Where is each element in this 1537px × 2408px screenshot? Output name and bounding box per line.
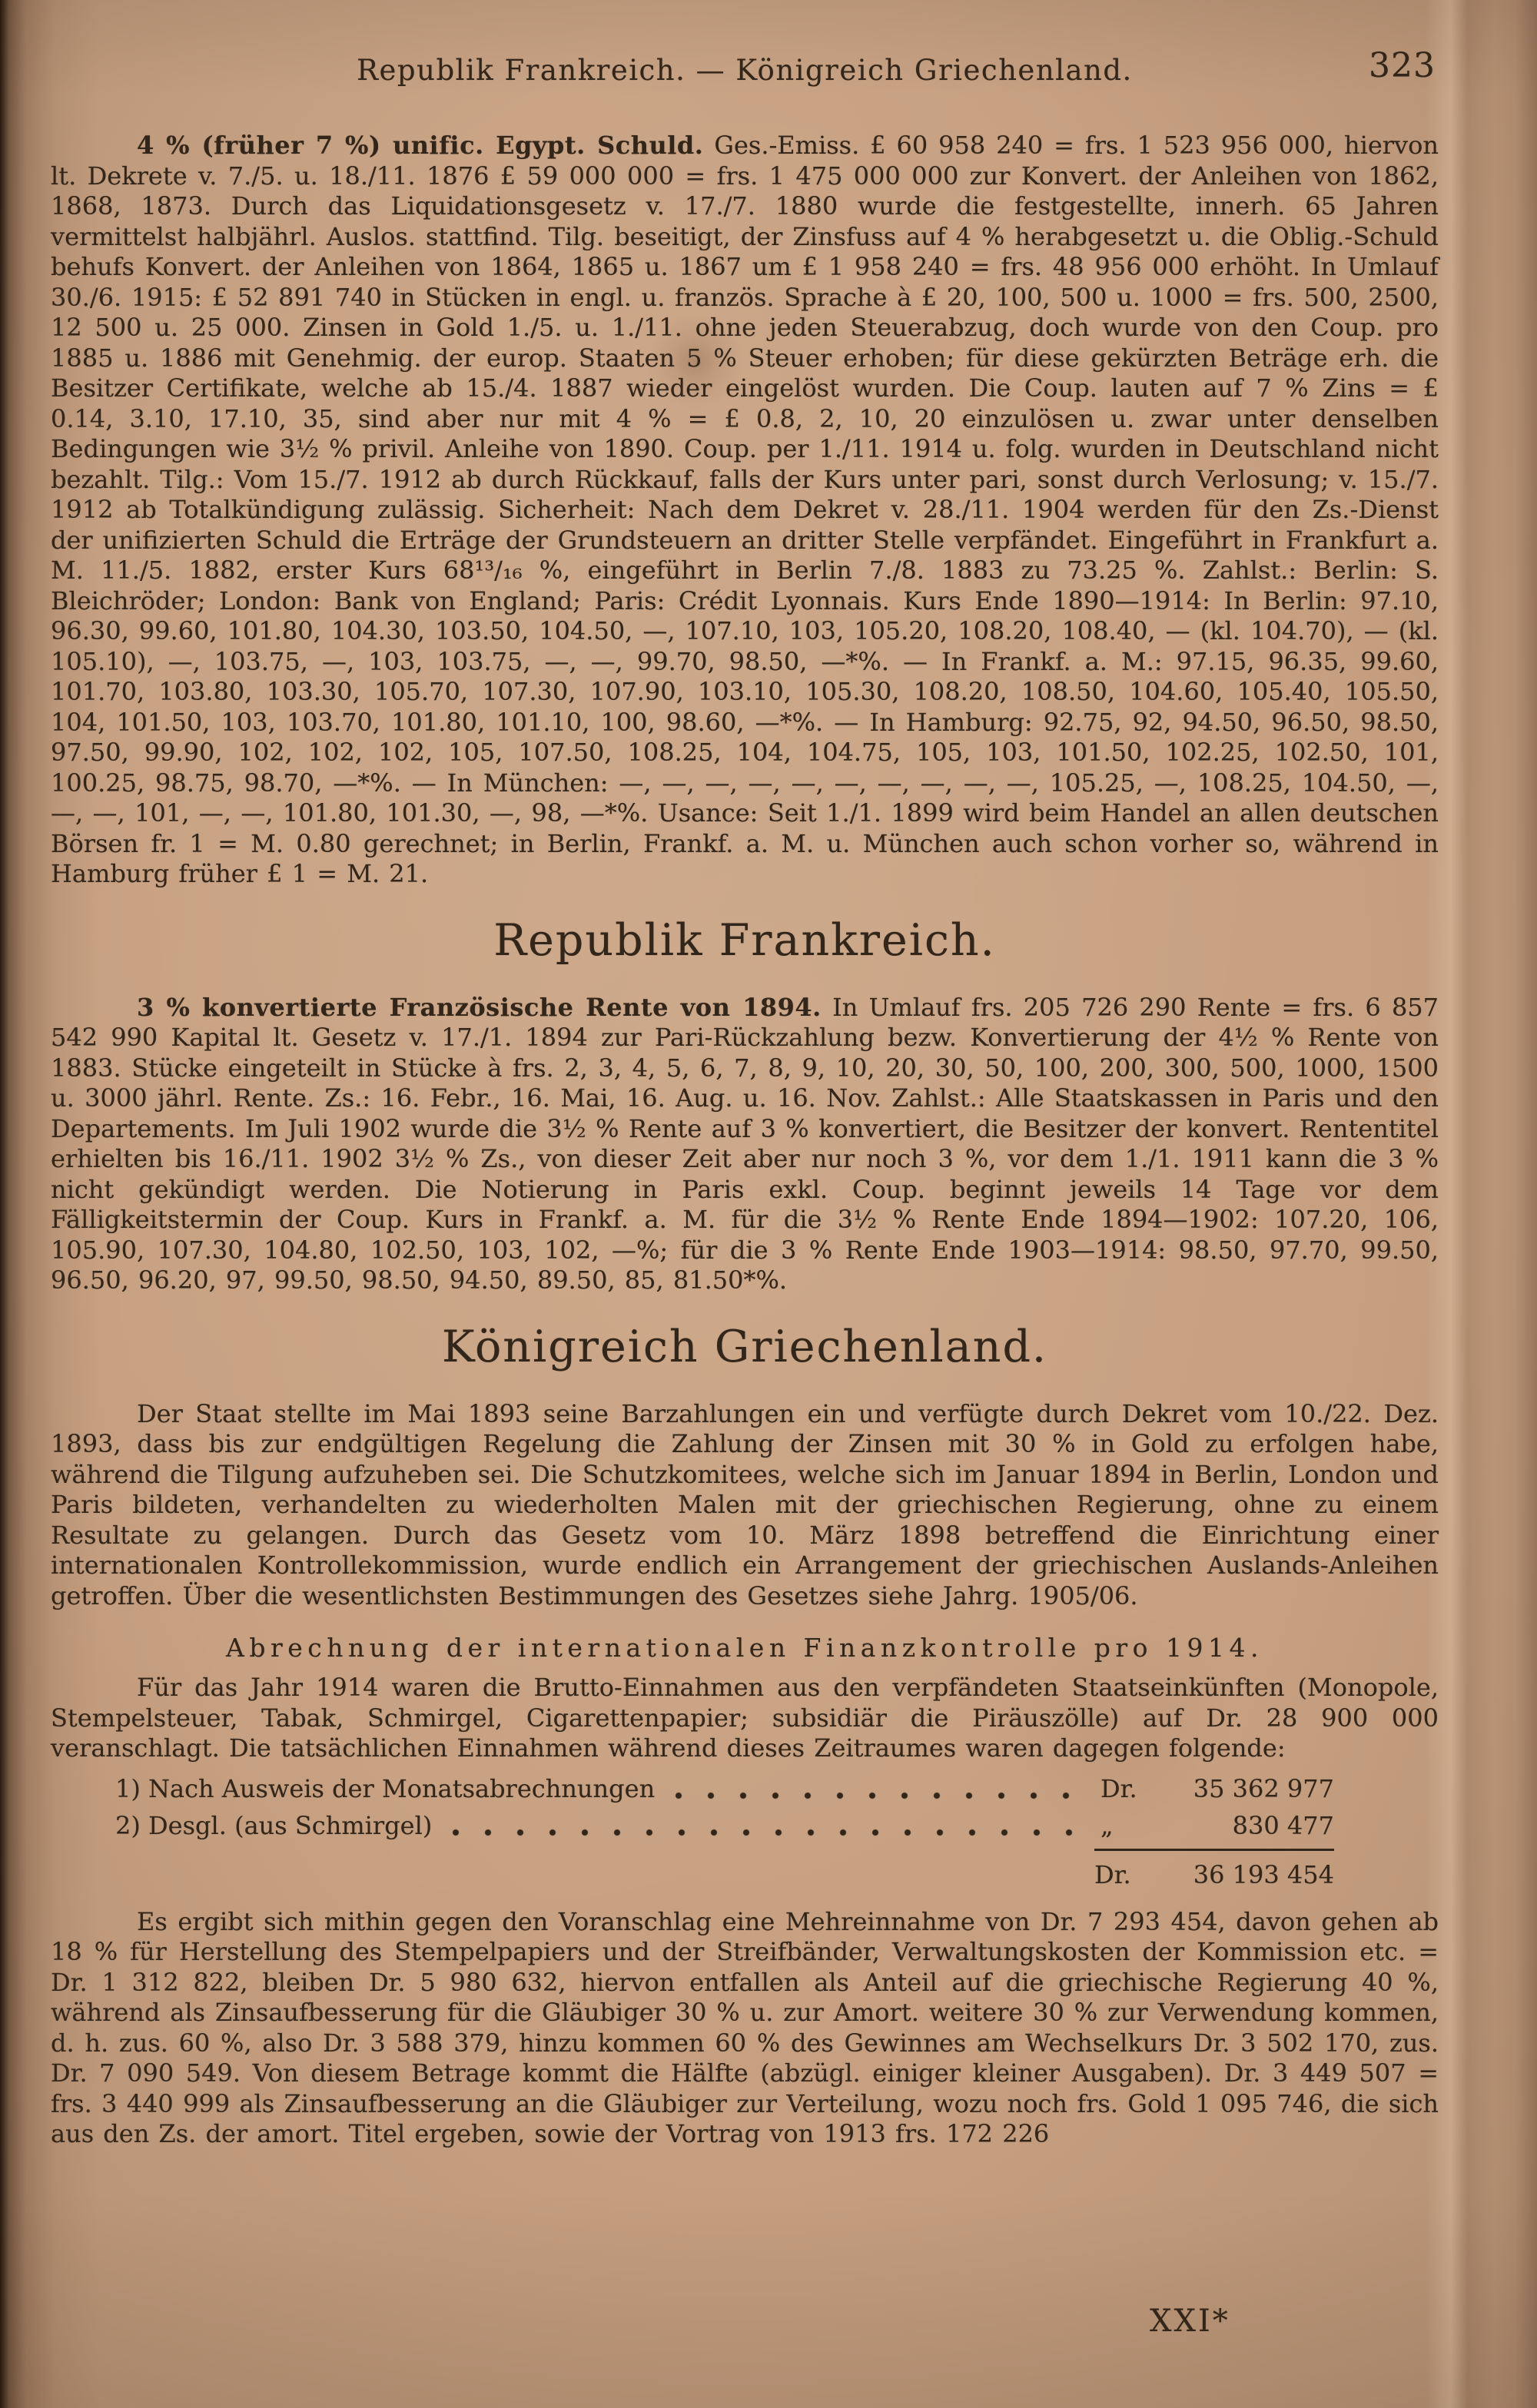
entry-france-rente bbox=[51, 993, 1439, 1296]
entry-france-lead: 3 % konvertierte Französische Rente von 1894. bbox=[137, 992, 822, 1022]
section-title-france: Republik Frankreich. bbox=[493, 914, 996, 966]
account-intro-paragraph: Für das Jahr 1914 waren die Brutto-Einnahmen aus den verpfändeten Staatseinkünften (Monopole, Stempelsteuer, Tabak, Schmirgel, Cigarettenpapier; subsidiär die Piräuszölle) auf Dr. 28 900 000 veranschlagt. Die tatsächlichen Einnahmen während dieses Zeitraumes waren dagegen folgende: bbox=[51, 1673, 1439, 1763]
running-header bbox=[51, 54, 1439, 87]
ledger-row-label: 2) Desgl. (aus Schmirgel) bbox=[115, 1810, 433, 1840]
entry-egypt-unified-debt bbox=[51, 131, 1439, 890]
signature-mark: XXI* bbox=[1150, 2304, 1230, 2339]
ledger-row-amount: 830 477 bbox=[1232, 1810, 1334, 1840]
ledger-row-amount: 35 362 977 bbox=[1193, 1773, 1334, 1803]
ledger-row-currency: „ bbox=[1100, 1810, 1114, 1840]
account-ledger bbox=[115, 1770, 1334, 1892]
ledger-row bbox=[115, 1807, 1334, 1844]
section-title-greece: Königreich Griechenland. bbox=[441, 1321, 1048, 1372]
dot-leader bbox=[675, 1792, 1085, 1799]
finance-control-heading: Abrechnung der internationalen Finanzkontrolle pro 1914. bbox=[226, 1633, 1263, 1663]
entry-france-text: In Umlauf frs. 205 726 290 Rente = frs. 6 857 542 990 Kapital lt. Gesetz v. 17./1. 1894 zur Pari-Rückzahlung bezw. Konvertierung der 4½ % Rente von 1883. Stücke eingeteilt in Stücke à frs. 2, 3, 4, 5, 6, 7, 8, 9, 10, 20, 30, 50, 100, 200, 300, 500, 1000, 1500 u. 3000 jährl. Rente. Zs.: 16. Febr., 16. Mai, 16. Aug. u. 16. Nov. Zahlst.: Alle Staatskassen in Paris und den Departements. Im Juli 1902 wurde die 3½ % Rente auf 3 % konvertiert, die Besitzer der konvert. Rententitel erhielten bis 16./11. 1902 3½ % Zs., von dieser Zeit aber nur noch 3 %, vor dem 1./1. 1911 kann die 3 % nicht gekündigt werden. Die Notierung in Paris exkl. Coup. beginnt jeweils 14 Tage vor dem Fälligkeitstermin der Coup. Kurs in Frankf. a. M. für die 3½ % Rente Ende 1894—1902: 107.20, 106, 105.90, 107.30, 104.80, 102.50, 103, 102, —%; für die 3 % Rente Ende 1903—1914: 98.50, 97.70, 99.50, 96.50, 96.20, 97, 99.50, 98.50, 94.50, 89.50, 85, 81.50*%. bbox=[51, 992, 1439, 1295]
entry-egypt-lead: 4 % (früher 7 %) unific. Egypt. Schuld. bbox=[137, 131, 704, 160]
running-header-title: Republik Frankreich. — Königreich Griechenland. bbox=[357, 54, 1133, 87]
ledger-total-currency: Dr. bbox=[1094, 1859, 1131, 1889]
ledger-row-currency: Dr. bbox=[1100, 1773, 1137, 1803]
greece-intro-paragraph: Der Staat stellte im Mai 1893 seine Barzahlungen ein und verfügte durch Dekret vom 10./22. Dez. 1893, dass bis zur endgültigen Regelung die Zahlung der Zinsen mit 30 % in Gold zu erfolgen habe, während die Tilgung aufzuheben sei. Die Schutzkomitees, welche sich im Januar 1894 in Berlin, London und Paris bildeten, verhandelten zu wiederholten Malen mit der griechischen Regierung, ohne zu einem Resultate zu gelangen. Durch das Gesetz vom 10. März 1898 betreffend die Einrichtung einer internationalen Kontrollekommission, wurde endlich ein Arrangement der griechischen Auslands-Anleihen getroffen. Über die wesentlichsten Bestimmungen des Gesetzes siehe Jahrg. 1905/06. bbox=[51, 1398, 1439, 1610]
ledger-total-amount: 36 193 454 bbox=[1193, 1859, 1334, 1889]
account-result-paragraph: Es ergibt sich mithin gegen den Voranschlag eine Mehreinnahme von Dr. 7 293 454, davon gehen ab 18 % für Herstellung des Stempelpapiers und der Streifbänder, Verwaltungskosten der Kommission etc. = Dr. 1 312 822, bleiben Dr. 5 980 632, hiervon entfallen als Anteil auf die griechische Regierung 40 %, während als Zinsaufbesserung für die Gläubiger 30 % u. zur Amort. weitere 30 % zur Verwendung kommen, d. h. zus. 60 %, also Dr. 3 588 379, hinzu kommen 60 % des Gewinnes am Wechselkurs Dr. 3 502 170, zus. Dr. 7 090 549. Von diesem Betrage kommt die Hälfte (abzügl. einiger kleiner Ausgaben). Dr. 3 449 507 = frs. 3 440 999 als Zinsaufbesserung an die Gläubiger zur Verteilung, wozu noch frs. Gold 1 095 746, die sich aus den Zs. der amort. Titel ergeben, sowie der Vortrag von 1913 frs. 172 226 bbox=[51, 1906, 1439, 2148]
ledger-row-label: 1) Nach Ausweis der Monatsabrechnungen bbox=[115, 1773, 656, 1803]
page-number: 323 bbox=[1369, 46, 1436, 85]
ledger-row bbox=[115, 1770, 1334, 1807]
page-body bbox=[51, 131, 1439, 2150]
dot-leader bbox=[452, 1829, 1085, 1836]
entry-egypt-text: Ges.-Emiss. £ 60 958 240 = frs. 1 523 956 000, hiervon lt. Dekrete v. 7./5. u. 18./11. 1876 £ 59 000 000 = frs. 1 475 000 000 zur Konvert. der Anleihen von 1862, 1868, 1873. Durch das Liquidationsgesetz v. 17./7. 1880 wurde die festgestellte, innerh. 65 Jahren vermittelst halbjährl. Auslos. stattfind. Tilg. beseitigt, der Zinsfuss auf 4 % herabgesetzt u. die Oblig.-Schuld behufs Konvert. der Anleihen von 1864, 1865 u. 1867 um £ 1 958 240 = frs. 48 956 000 erhöht. In Umlauf 30./6. 1915: £ 52 891 740 in Stücken in engl. u. französ. Sprache à £ 20, 100, 500 u. 1000 = frs. 500, 2500, 12 500 u. 25 000. Zinsen in Gold 1./5. u. 1./11. ohne jeden Steuerabzug, doch wurde von den Coup. pro 1885 u. 1886 mit Genehmig. der europ. Staaten 5 % Steuer erhoben; für diese gekürzten Beträge erh. die Besitzer Certifikate, welche ab 15./4. 1887 wieder eingelöst wurden. Die Coup. lauten auf 7 % Zins = £ 0.14, 3.10, 17.10, 35, sind aber nur mit 4 % = £ 0.8, 2, 10, 20 einzulösen u. zwar unter denselben Bedingungen wie 3½ % privil. Anleihe von 1890. Coup. per 1./11. 1914 u. folg. wurden in Deutschland nicht bezahlt. Tilg.: Vom 15./7. 1912 ab durch Rückkauf, falls der Kurs unter pari, sonst durch Verlosung; v. 15./7. 1912 ab Totalkündigung zulässig. Sicherheit: Nach dem Dekret v. 28./11. 1904 werden für den Zs.-Dienst der unifizierten Schuld die Erträge der Grundsteuern an dritter Stelle verpfändet. Eingeführt in Frankfurt a. M. 11./5. 1882, erster Kurs 68¹³/₁₆ %, eingeführt in Berlin 7./8. 1883 zu 73.25 %. Zahlst.: Berlin: S. Bleichröder; London: Bank von England; Paris: Crédit Lyonnais. Kurs Ende 1890—1914: In Berlin: 97.10, 96.30, 99.60, 101.80, 104.30, 103.50, 104.50, —, 107.10, 103, 105.20, 108.20, 108.40, — (kl. 104.70), — (kl. 105.10), —, 103.75, —, 103, 103.75, —, —, 99.70, 98.50, —*%. — In Frankf. a. M.: 97.15, 96.35, 99.60, 101.70, 103.80, 103.30, 105.70, 107.30, 107.90, 103.10, 105.30, 108.20, 108.50, 104.60, 105.40, 105.50, 104, 101.50, 103, 103.70, 101.80, 101.10, 100, 98.60, —*%. — In Hamburg: 92.75, 92, 94.50, 96.50, 98.50, 97.50, 99.90, 102, 102, 102, 105, 107.50, 108.25, 104, 104.75, 105, 103, 101.50, 102.25, 102.50, 101, 100.25, 98.75, 98.70, —*%. — In München: —, —, —, —, —, —, —, —, —, —, 105.25, —, 108.25, 104.50, —, —, —, 101, —, —, 101.80, 101.30, —, 98, —*%. Usance: Seit 1./1. 1899 wird beim Handel an allen deutschen Börsen fr. 1 = M. 0.80 gerechnet; in Berlin, Frankf. a. M. u. München auch schon vorher so, während in Hamburg früher £ 1 = M. 21. bbox=[51, 131, 1439, 888]
ledger-total bbox=[1094, 1849, 1334, 1892]
